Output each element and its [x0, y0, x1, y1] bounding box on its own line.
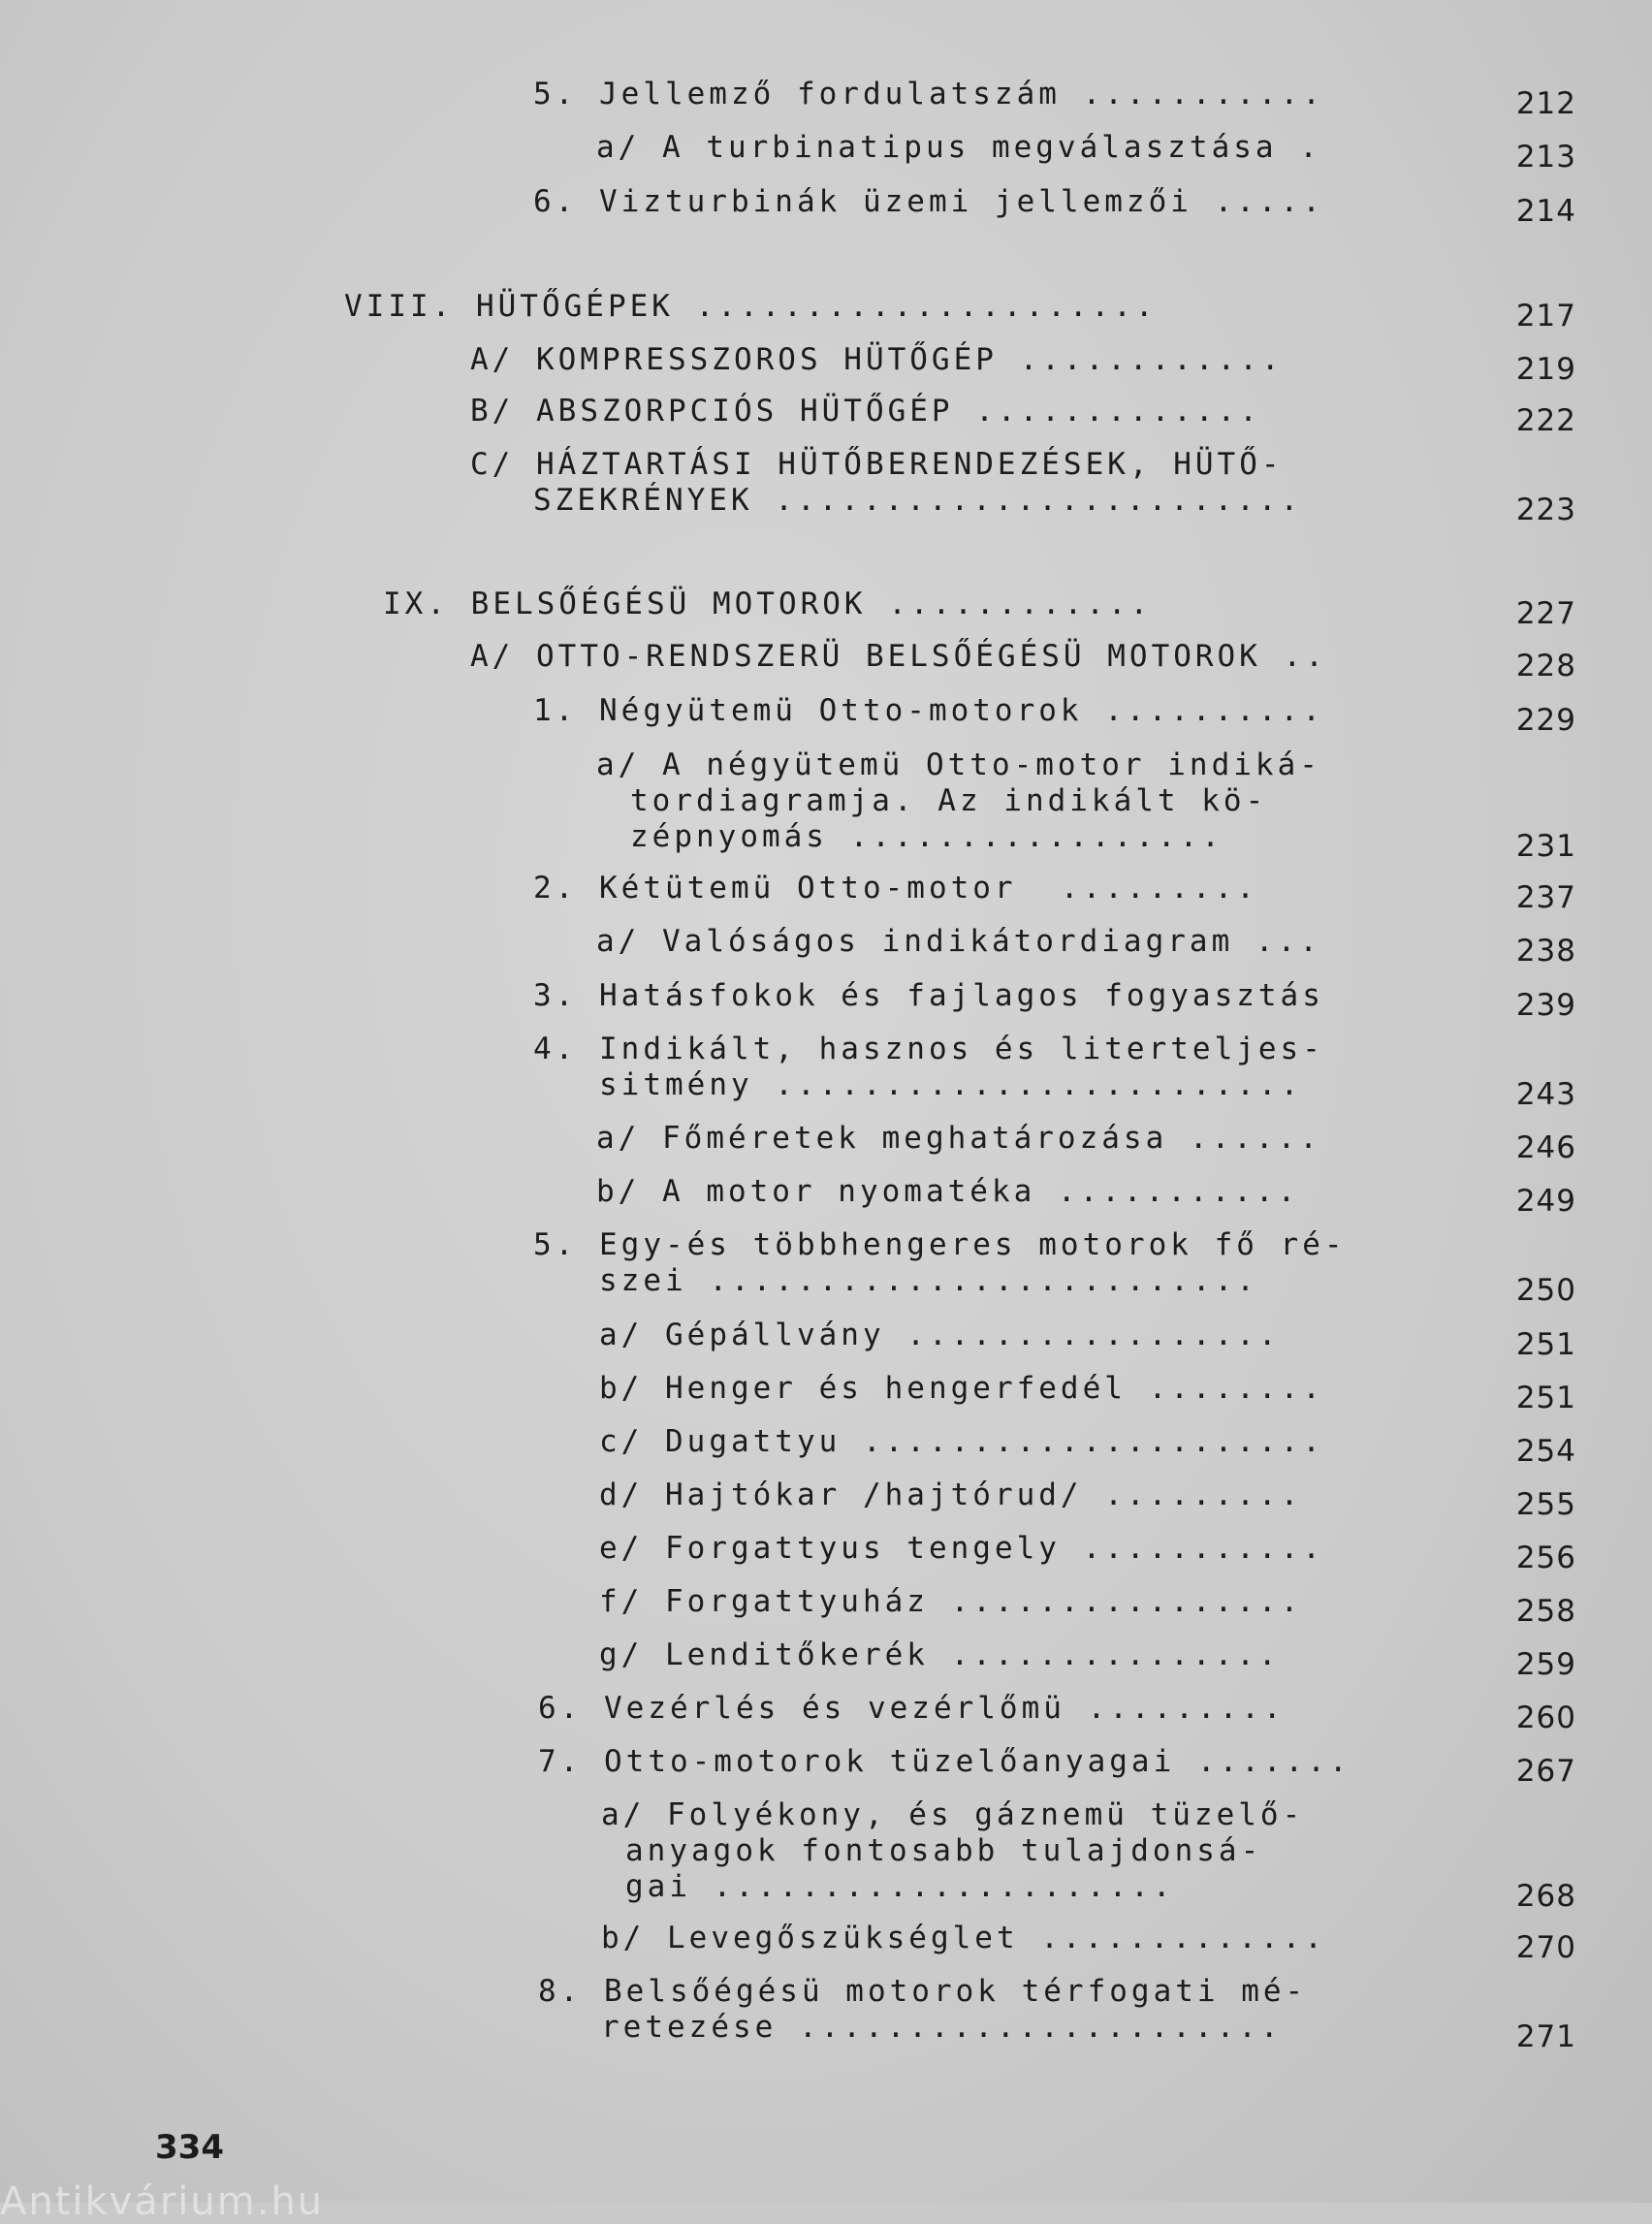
toc-entry-title-continuation: SZEKRÉNYEK ........................	[533, 483, 1303, 518]
toc-entry-page-number: 258	[1515, 1594, 1576, 1629]
toc-entry-page-number: 219	[1515, 352, 1576, 387]
toc-entry-title: C/ HÁZTARTÁSI HÜTŐBERENDEZÉSEK, HÜTŐ-	[470, 447, 1284, 482]
toc-entry-page-number: 268	[1515, 1879, 1576, 1914]
toc-entry-title-continuation: zépnyomás .................	[630, 819, 1223, 854]
toc-entry-title: b/ A motor nyomatéka ...........	[596, 1174, 1300, 1209]
toc-entry-title-continuation: retezése ......................	[601, 2010, 1283, 2045]
toc-entry-title: IX. BELSŐÉGÉSÜ MOTOROK ............	[383, 587, 1153, 621]
watermark-text: Antikvárium.hu	[0, 2179, 325, 2224]
toc-entry-title-continuation: anyagok fontosabb tulajdonsá-	[625, 1833, 1263, 1868]
toc-entry-page-number: 239	[1515, 988, 1576, 1023]
toc-entry-title: 7. Otto-motorok tüzelőanyagai .......	[538, 1744, 1351, 1779]
toc-entry-title: VIII. HÜTŐGÉPEK .....................	[344, 289, 1158, 324]
toc-entry-page-number: 256	[1515, 1541, 1576, 1575]
toc-entry-title-continuation: szei .........................	[599, 1263, 1258, 1298]
toc-entry-page-number: 223	[1515, 492, 1576, 527]
toc-entry-page-number: 271	[1515, 2019, 1576, 2054]
toc-entry-page-number: 229	[1515, 703, 1576, 738]
toc-entry-title-continuation: tordiagramja. Az indikált kö-	[630, 783, 1268, 818]
toc-entry-title: A/ KOMPRESSZOROS HÜTŐGÉP ............	[470, 342, 1284, 377]
toc-entry-title: 6. Vizturbinák üzemi jellemzői .....	[533, 184, 1324, 219]
toc-entry-title: a/ A turbinatipus megválasztása .	[596, 130, 1321, 165]
toc-entry-page-number: 217	[1515, 299, 1576, 334]
toc-entry-page-number: 213	[1515, 140, 1576, 175]
toc-entry-page-number: 267	[1515, 1754, 1576, 1789]
toc-entry-title-continuation: sitmény ........................	[599, 1067, 1303, 1102]
toc-entry-page-number: 260	[1515, 1700, 1576, 1735]
toc-entry-page-number: 259	[1515, 1647, 1576, 1682]
toc-entry-page-number: 237	[1515, 880, 1576, 915]
toc-entry-page-number: 231	[1515, 829, 1576, 864]
toc-entry-title: 5. Jellemző fordulatszám ...........	[533, 77, 1324, 111]
toc-entry-title: 2. Kétütemü Otto-motor .........	[533, 871, 1258, 905]
toc-entry-title: f/ Forgattyuház ................	[599, 1584, 1303, 1619]
toc-entry-title: b/ Henger és hengerfedél ........	[599, 1371, 1324, 1406]
toc-entry-page-number: 255	[1515, 1487, 1576, 1522]
toc-entry-title: 6. Vezérlés és vezérlőmü .........	[538, 1691, 1286, 1726]
toc-entry-page-number: 212	[1515, 86, 1576, 121]
toc-entry-title: a/ Valóságos indikátordiagram ...	[596, 924, 1321, 959]
toc-entry-title: a/ Folyékony, és gáznemü tüzelő-	[601, 1797, 1305, 1832]
toc-entry-page-number: 214	[1515, 194, 1576, 229]
toc-entry-page-number: 243	[1515, 1077, 1576, 1112]
toc-entry-title: g/ Lenditőkerék ...............	[599, 1637, 1281, 1672]
toc-entry-page-number: 249	[1515, 1184, 1576, 1219]
toc-entry-title: e/ Forgattyus tengely ...........	[599, 1531, 1324, 1566]
toc-entry-title: d/ Hajtókar /hajtórud/ .........	[599, 1477, 1303, 1512]
toc-entry-page-number: 246	[1515, 1130, 1576, 1165]
toc-entry-title: b/ Levegőszükséglet .............	[601, 1921, 1326, 1955]
toc-entry-page-number: 250	[1515, 1273, 1576, 1308]
toc-entry-title: a/ Főméretek meghatározása ......	[596, 1121, 1321, 1156]
toc-entry-page-number: 222	[1515, 403, 1576, 438]
toc-entry-title: 3. Hatásfokok és fajlagos fogyasztás	[533, 978, 1324, 1013]
toc-entry-title: 1. Négyütemü Otto-motorok ..........	[533, 693, 1324, 728]
toc-entry-page-number: 227	[1515, 596, 1576, 631]
toc-entry-title: c/ Dugattyu .....................	[599, 1424, 1324, 1459]
toc-entry-title: A/ OTTO-RENDSZERÜ BELSŐÉGÉSÜ MOTOROK ..	[470, 639, 1327, 674]
toc-entry-page-number: 254	[1515, 1434, 1576, 1469]
toc-entry-page-number: 251	[1515, 1381, 1576, 1415]
toc-entry-page-number: 251	[1515, 1327, 1576, 1362]
toc-entry-title: a/ Gépállvány .................	[599, 1318, 1281, 1352]
toc-entry-title: 5. Egy-és többhengeres motorok fő ré-	[533, 1227, 1347, 1262]
toc-entry-page-number: 228	[1515, 649, 1576, 683]
toc-entry-page-number: 270	[1515, 1930, 1576, 1965]
toc-entry-title: B/ ABSZORPCIÓS HÜTŐGÉP .............	[470, 394, 1261, 429]
toc-entry-page-number: 238	[1515, 934, 1576, 969]
toc-entry-title: 4. Indikált, hasznos és literteljes-	[533, 1032, 1324, 1066]
page-folio-number: 334	[155, 2128, 224, 2167]
toc-entry-title: 8. Belsőégésü motorok térfogati mé-	[538, 1974, 1308, 2009]
toc-entry-title: a/ A négyütemü Otto-motor indiká-	[596, 747, 1321, 782]
toc-entry-title-continuation: gai .....................	[625, 1869, 1175, 1904]
